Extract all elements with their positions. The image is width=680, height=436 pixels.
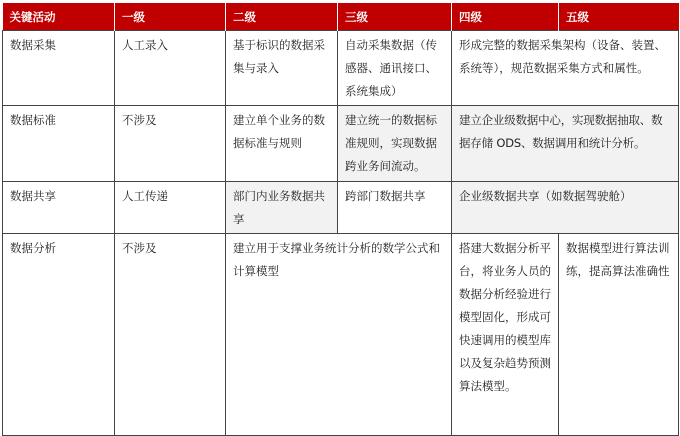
cell-level-1: 人工传递 <box>115 182 226 234</box>
cell-level-3: 建立统一的数据标准规则，实现数据跨业务间流动。 <box>338 106 452 182</box>
table-row <box>3 31 679 106</box>
table-row <box>3 182 679 234</box>
cell-activity: 数据标准 <box>3 106 115 182</box>
cell-level-2: 部门内业务数据共享 <box>226 182 338 234</box>
maturity-table <box>2 3 679 436</box>
cell-level-1: 不涉及 <box>115 234 226 436</box>
cell-activity: 数据采集 <box>3 31 115 106</box>
cell-level-1: 不涉及 <box>115 106 226 182</box>
table-row <box>3 234 679 436</box>
table-row <box>3 106 679 182</box>
cell-level-4-5: 建立企业级数据中心，实现数据抽取、数据存储 ODS、数据调用和统计分析。 <box>452 106 679 182</box>
cell-level-4-5: 形成完整的数据采集架构（设备、装置、系统等），规范数据采集方式和属性。 <box>452 31 679 106</box>
cell-activity: 数据共享 <box>3 182 115 234</box>
header-activity: 关键活动 <box>3 3 115 31</box>
cell-level-2: 基于标识的数据采集与录入 <box>226 31 338 106</box>
cell-level-3: 跨部门数据共享 <box>338 182 452 234</box>
cell-activity: 数据分析 <box>3 234 115 436</box>
table-header-row <box>3 3 679 31</box>
header-level-4: 四级 <box>452 3 559 31</box>
cell-level-1: 人工录入 <box>115 31 226 106</box>
cell-level-3: 自动采集数据（传感器、通讯接口、系统集成） <box>338 31 452 106</box>
header-level-1: 一级 <box>115 3 226 31</box>
cell-level-2-3: 建立用于支撑业务统计分析的数学公式和计算模型 <box>226 234 452 436</box>
header-level-5: 五级 <box>559 3 679 31</box>
header-level-3: 三级 <box>338 3 452 31</box>
header-level-2: 二级 <box>226 3 338 31</box>
cell-level-4: 搭建大数据分析平台，将业务人员的数据分析经验进行模型固化，形成可快速调用的模型库以及复杂趋势预测算法模型。 <box>452 234 559 436</box>
cell-level-4-5: 企业级数据共享（如数据驾驶舱） <box>452 182 679 234</box>
cell-level-5: 数据模型进行算法训练，提高算法准确性 <box>559 234 679 436</box>
cell-level-2: 建立单个业务的数据标准与规则 <box>226 106 338 182</box>
